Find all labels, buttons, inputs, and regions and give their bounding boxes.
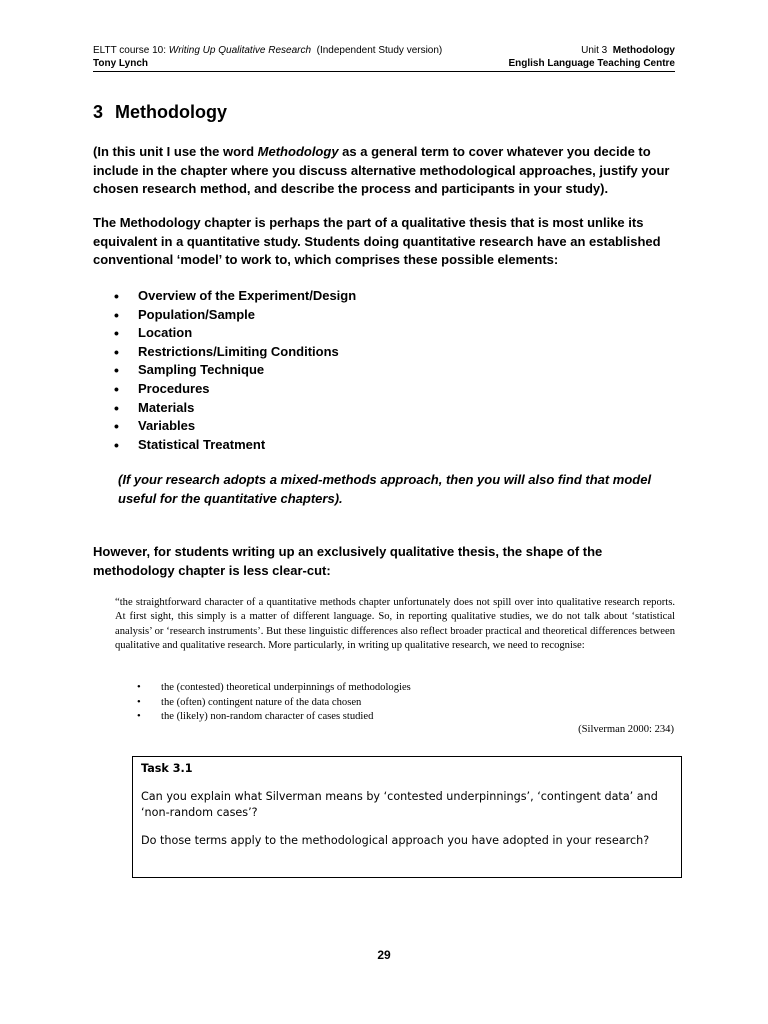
mixed-methods-note: (If your research adopts a mixed-methods approach, then you will also find that model useful for the quantitative chapters). — [118, 472, 652, 506]
list-item: • Restrictions/Limiting Conditions — [114, 343, 356, 362]
unit-name: Methodology — [612, 45, 675, 56]
list-item: • Sampling Technique — [114, 361, 356, 380]
section-title: Methodology — [115, 102, 227, 122]
course-line — [93, 44, 442, 57]
list-item: • the (likely) non-random character of cases studied — [137, 710, 411, 725]
intro-text-start: (In this unit I use the word — [93, 144, 258, 159]
centre-name: English Language Teaching Centre — [508, 58, 675, 69]
methodology-paragraph: The Methodology chapter is perhaps the part of a qualitative thesis that is most unlike its equivalent in a quantitative study. Students doing quantitative research have an established conventional ‘model’ to work to, which comprises these possible elements: — [93, 215, 661, 267]
task-box — [132, 756, 682, 878]
intro-text-end: as a general term to cover whatever you decide to include in the chapter where you discuss alternative methodological approaches, justify your chosen research method, and describe the process and participants in your study). — [93, 144, 670, 196]
section-heading — [93, 102, 227, 123]
header-rule — [93, 71, 675, 72]
author-name: Tony Lynch — [93, 58, 148, 69]
list-item: • Location — [114, 324, 356, 343]
unit-prefix: Unit 3 — [581, 45, 613, 56]
list-item: • Statistical Treatment — [114, 436, 356, 455]
intro-term: Methodology — [257, 144, 339, 159]
page-number: 29 — [377, 948, 391, 962]
list-item: • Materials — [114, 399, 356, 418]
course-prefix: ELTT course 10: — [93, 45, 169, 56]
silverman-quote: “the straightforward character of a quantitative methods chapter unfortunately does not spill over into qualitative research reports. At first sight, this simply is a matter of different language. So, in reporting qualitative studies, we do not talk about ‘statistical analysis’ or ‘research instruments’. But these linguistic differences also reflect broader practical and theoretical differences between qualitative and qualitative research. More particularly, in writing up qualitative research, we need to recognise: — [115, 597, 675, 651]
list-item: • the (often) contingent nature of the data chosen — [137, 696, 411, 711]
list-item: • Variables — [114, 417, 356, 436]
elements-list — [114, 287, 356, 454]
task-question-1: Can you explain what Silverman means by ‘contested underpinnings’, ‘contingent data’ and ‘non-random cases’? — [141, 790, 658, 819]
quote-list — [137, 681, 411, 725]
qualitative-paragraph: However, for students writing up an exclusively qualitative thesis, the shape of the methodology chapter is less clear-cut: — [93, 544, 603, 578]
list-item: • Overview of the Experiment/Design — [114, 287, 356, 306]
task-question-2: Do those terms apply to the methodological approach you have adopted in your research? — [141, 834, 650, 847]
running-header — [93, 44, 675, 70]
task-title: Task 3.1 — [141, 762, 193, 775]
section-number: 3 — [93, 102, 104, 122]
header-row-2 — [93, 57, 675, 70]
course-suffix: (Independent Study version) — [311, 45, 443, 56]
course-title: Writing Up Qualitative Research — [168, 45, 312, 56]
unit-line — [581, 44, 675, 57]
list-item: • the (contested) theoretical underpinnings of methodologies — [137, 681, 411, 696]
header-row-1 — [93, 44, 675, 57]
list-item: • Procedures — [114, 380, 356, 399]
intro-paragraph — [93, 143, 677, 199]
quote-citation: (Silverman 2000: 234) — [578, 724, 674, 735]
list-item: • Population/Sample — [114, 306, 356, 325]
